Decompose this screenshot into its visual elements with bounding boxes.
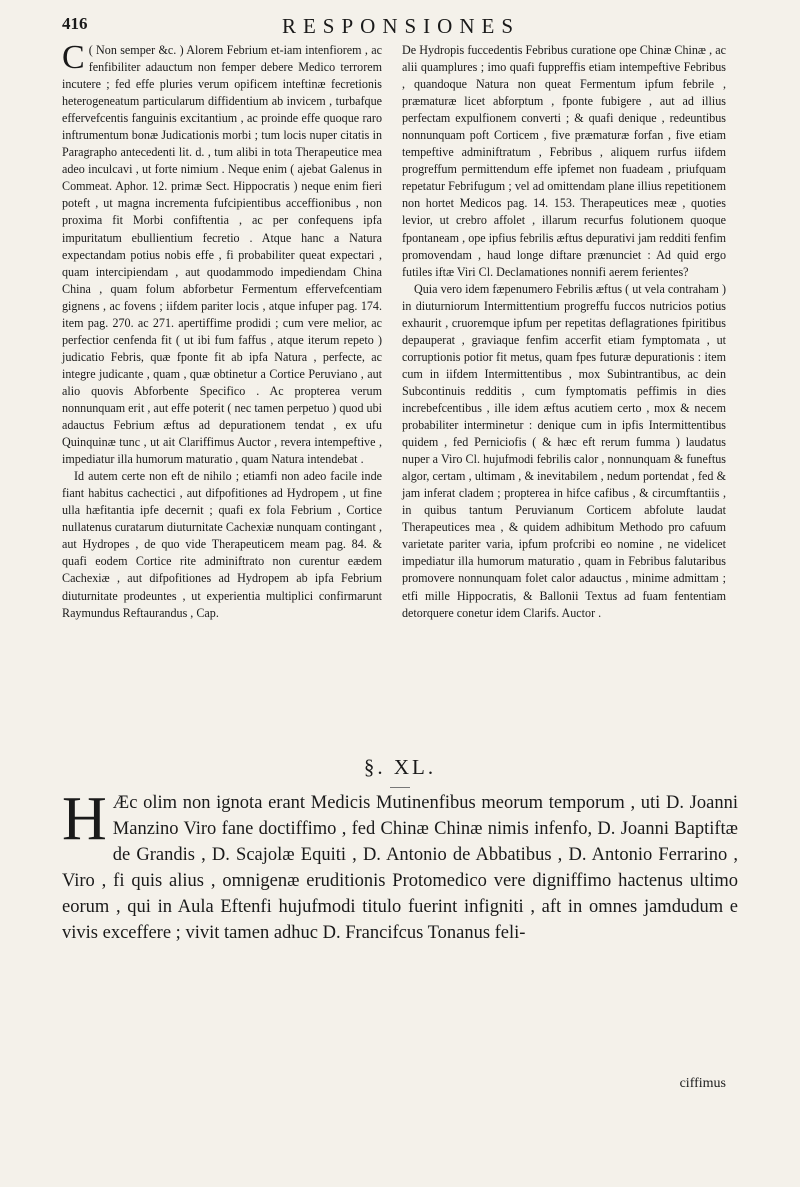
left-column xyxy=(62,39,382,622)
page-number: 416 xyxy=(62,14,88,33)
section-heading: §. XL. xyxy=(363,755,437,779)
drop-cap: C xyxy=(62,39,85,76)
catchword: ciffimus xyxy=(679,1076,726,1091)
paragraph: De Hydropis fuccedentis Febribus curatione ope Chinæ Chinæ , ac alii quamplures ; imo quafi fuppreffis etiam intempeftive Febribus , quandoque Natura non queat Fermentum ipfum febrile , præmaturæ licet abforptum , fponte fubigere , aut ad illius perfectam expulfionem converti ; & quafi denique , redeuntibus nonnunquam poft Corticem , five præmaturæ forfan , five etiam tempeftive adminiftratum , Febribus , aliquem rurfus iifdem progreffum permittendum effe ipfemet non fuadeam , priufquam repetatur Febrifugum ; vel ad omittendam plane illius repetitionem non hortet Medicos pag. 14. 153. Therapeutices meæ , quoties levior, ut crebro affolet , illarum recurfus folutionem quoque fpontaneam , ope ipfius febrilis æftus depurativi jam redditi fenfim promovendam , haud longe diftare prænunciet : Ad quid ergo futiles iftæ Viri Cl. Declamationes nonnifi aerem ferientes? xyxy=(402,43,726,279)
drop-cap: H xyxy=(62,785,107,853)
paragraph: Id autem certe non eft de nihilo ; etiamfi non adeo facile inde fiant habitus cachectici , aut difpofitiones ad Hydropem , ut fine ulla hæfitantia ipfe decernit ; quafi ex fola Febrium , Cortice nullatenus curatarum diuturnitate Cachexiæ nunquam contingant , aut Hydropes , de quo vide Therapeuticem meam pag. 84. & quafi eodem Cortice rite adminiftrato non curentur eædem Cachexiæ , aut difpofitiones ad Hydropem ab ipfa Febrium diuturnitate prodeuntes , ut experientia multiplici confirmarunt Raymundus Reftaurandus , Cap. xyxy=(62,469,382,620)
paragraph-text: ( Non semper &c. ) Alorem Febrium et-iam intenfiorem , ac fenfibiliter adauctum non femper debere Medico terrorem incutere ; fed effe pluries verum opificem inteftinæ fecretionis heterogeneatum particularum diffidentium ab invicem , turbafque effervefcentis fanguinis excitantium , ac proinde effe quoque raro inftrumentum bonæ Judicationis morbi ; tum locis nuper citatis in Paragrapho antecedenti lit. d. , tum alibi in tota Therapeutice mea adeo inculcavi , ut forte nimium . Neque enim ( ajebat Galenus in Commeat. Aphor. 12. primæ Sect. Hippocratis ) neque enim fieri poteft , ut magna incrementa fufcipientibus acceffionibus , non proxima fit Morbi confiftentia , ac per confequens ipfa impuritatum ebullientium fecretio . Atque hanc a Natura expectandam potius nobis effe , fi probabiliter queat expectari , quam intercipiendam , aut quodammodo impediendam China China , quam folum abforbetur Fermentum effervefcentiam gignens , ac fovens ; iifdem pariter locis , atque infuper pag. 174. item pag. 270. ac 271. apertiffime prodidi ; cum vere melior, ac perfectior cenfenda fit ( ut ibi fum faffus , atque iterum repeto ) judicatio Febris, quæ fponte fit ab ipfa Natura , perfecte, ac integre judicante , quam , quæ obtinetur a Cortice Peruviano , aut alio quovis Abforbente Specifico . Ac propterea verum nonnunquam erit , aut effe poterit ( nec tamen perpetuo ) quod ubi adauctus Febrium æftus ad depurationem tendat , ex ufu Quinquinæ tunc , ut ait Clariffimus Auctor , revera intempeftive , impediatur illa humorum maturatio , quam Natura intendebat . xyxy=(62,43,382,467)
right-column xyxy=(402,42,726,622)
section-body xyxy=(62,785,738,946)
paragraph xyxy=(62,39,382,468)
running-title: RESPONSIONES xyxy=(281,14,521,38)
section-text: Æc olim non ignota erant Medicis Mutinenfibus meorum temporum , uti D. Joanni Manzino Viro fane doctiffimo , fed Chinæ Chinæ nimis infenfo, D. Joanni Baptiftæ de Grandis , D. Scajolæ Equiti , D. Antonio de Abbatibus , D. Antonio Ferrarino , Viro , fi quis alius , omnigenæ eruditionis Protomedico vere digniffimo hactenus ultimo eorum , qui in Aula Eftenfi hujufmodi titulo fuerint infigniti , aft in omnes jamdudum e vivis exceffere ; vivit tamen adhuc D. Francifcus Tonanus feli- xyxy=(62,793,738,943)
divider xyxy=(390,787,410,788)
page-header xyxy=(62,14,740,40)
paragraph: Quia vero idem fæpenumero Febrilis æftus ( ut vela contraham ) in diuturniorum Intermittentium progreffu fuccos nutricios potius exhaurit , cruoremque ipfum per repetitas deflagrationes fpiritibus depauperat , graviaque fenfim accerfit etiam fymptomata , ut corruptionis potior fit metus, quam fpes futuræ depurationis : item cum in iifdem Intermittentibus , mox Subintrantibus, ac dein Subcontinuis redditis , cum fymptomatis peffimis in dies increbefcentibus , ille idem æftus acutiem certo , mox & necem probabiliter interminetur : denique cum in ipfis Intermittentibus quidem , fed Perniciofis ( & hæc eft rerum fumma ) laudatus nuper a Viro Cl. hujufmodi febrilis calor , nonnunquam & funeftus algor, certam , ultimam , & inevitabilem , nedum portendat , fed & jam inferat cladem ; propterea in hifce cafibus , & circumftantiis , in quibus tantum Peruvianum Corticem abfolute laudat Therapeutices mea , & quidem adhibitum Methodo pro cafuum varietate pariter varia, ipfum profcribi eo nomine , ne videlicet impediatur illa humorum maturatio , quam in Febribus falutaribus promovere nonnunquam folet calor adauctus , minime admittam ; etfi mille Hippocratis, & Ballonii Textus ad fuam fententiam detorquere conetur idem Clarifs. Auctor . xyxy=(402,281,726,620)
